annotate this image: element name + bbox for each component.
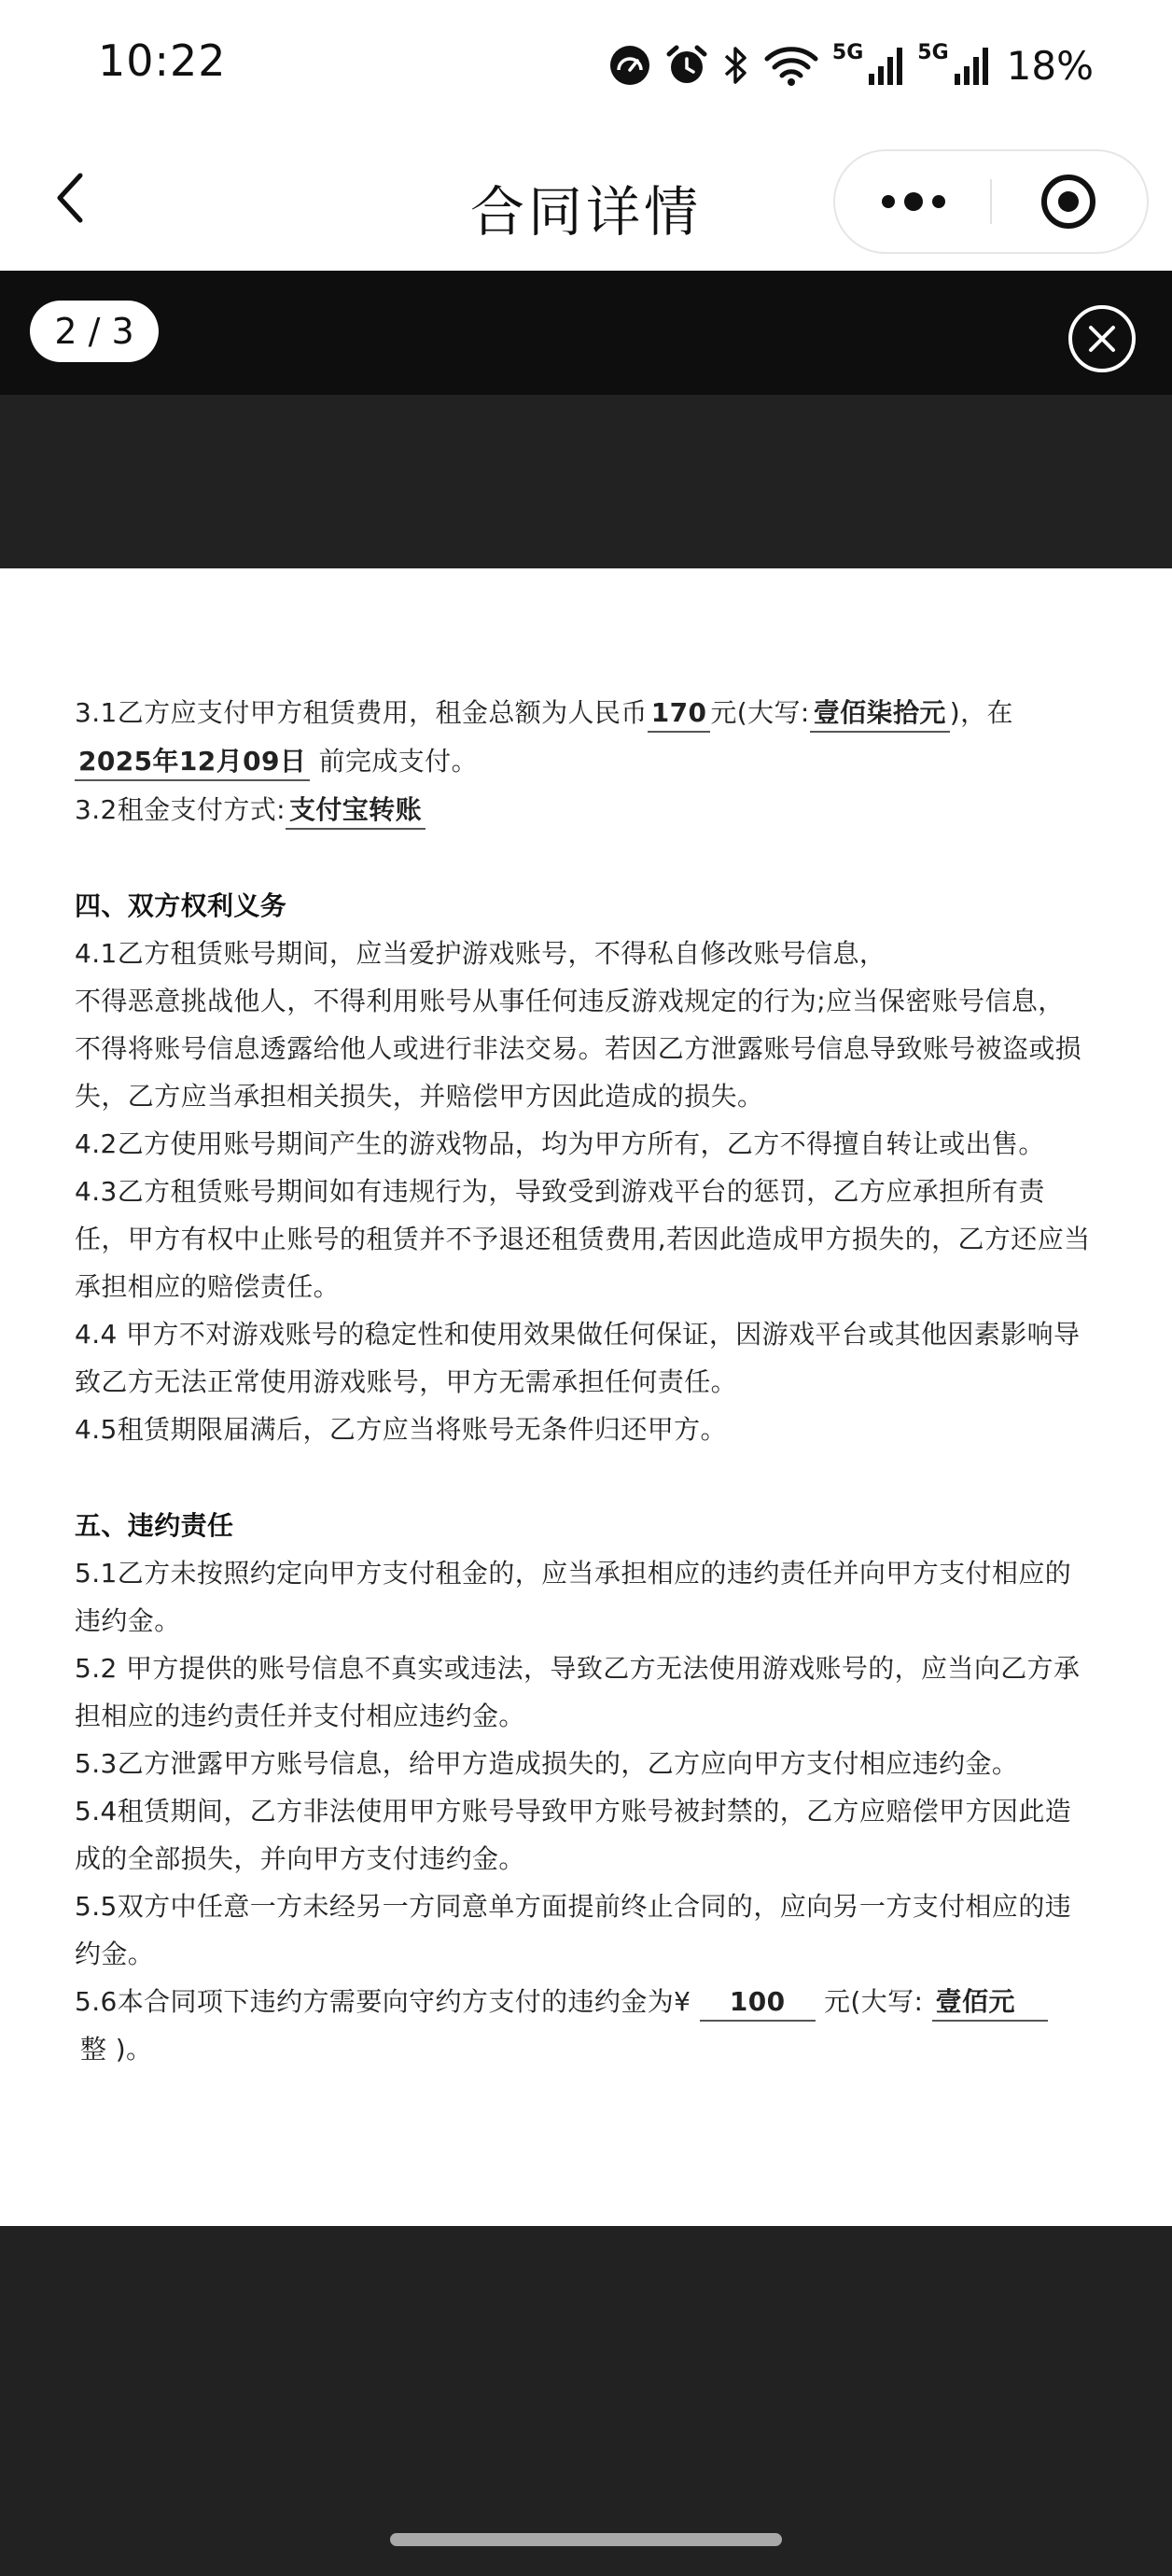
status-icons [608, 37, 1094, 93]
clause-4-1: 4.1乙方租赁账号期间，应当爱护游戏账号，不得私自修改账号信息， [75, 938, 886, 969]
signal-icon [953, 44, 990, 87]
alarm-icon [664, 43, 709, 88]
wifi-icon [763, 44, 819, 87]
viewer-close-button[interactable] [1068, 305, 1136, 372]
page-indicator: 2 / 3 [30, 301, 159, 362]
speedometer-icon [608, 44, 651, 87]
payment-method: 支付宝转账 [286, 792, 426, 830]
clause-4-1: 不得将账号信息透露给他人或进行非法交易。若因乙方泄露账号信息导致账号被盗或损 [75, 1033, 1082, 1064]
clause-5-5: 5.5双方中任意一方未经另一方同意单方面提前终止合同的，应向另一方支付相应的违 [75, 1891, 1072, 1922]
due-date: 2025年12月09日 [75, 744, 310, 781]
rent-amount-cn: 壹佰柒拾元 [810, 695, 950, 733]
clause-5-6-cont: 整 )。 [80, 2034, 153, 2065]
clause-5-1: 违约金。 [75, 1605, 181, 1636]
clause-text: 前完成支付。 [318, 746, 478, 777]
clause-3-1 [75, 694, 1013, 733]
contract-page [0, 568, 1172, 2226]
mini-program-capsule [833, 149, 1149, 254]
home-indicator[interactable] [390, 2533, 782, 2546]
clause-text: 5.6本合同项下违约方需要向守约方支付的违约金为¥ [75, 1986, 691, 2017]
network-label: 5G [831, 40, 864, 64]
clause-4-1: 失，乙方应当承担相关损失，并赔偿甲方因此造成的损失。 [75, 1081, 764, 1112]
clause-5-2: 担相应的违约责任并支付相应违约金。 [75, 1701, 525, 1731]
clause-text: 元(大写: [710, 697, 810, 728]
penalty-amount-cn: 壹佰元 [932, 1984, 1048, 2022]
clause-text: 3.2租金支付方式: [75, 794, 286, 825]
clause-4-1: 不得恶意挑战他人，不得利用账号从事任何违反游戏规定的行为;应当保密账号信息， [75, 986, 1065, 1016]
clause-5-6 [75, 1983, 1048, 2022]
status-time: 10:22 [98, 35, 227, 86]
close-circle-icon [1072, 309, 1132, 369]
network-label: 5G [917, 40, 949, 64]
clause-5-1: 5.1乙方未按照约定向甲方支付租金的，应当承担相应的违约责任并向甲方支付相应的 [75, 1558, 1072, 1589]
clause-5-5: 约金。 [75, 1939, 155, 1969]
target-icon [992, 151, 1147, 252]
clause-4-2: 4.2乙方使用账号期间产生的游戏物品，均为甲方所有，乙方不得擅自转让或出售。 [75, 1128, 1045, 1159]
rent-amount: 170 [648, 695, 711, 733]
viewer-backdrop-bottom [0, 2226, 1172, 2576]
clause-text: 元(大写: [823, 1986, 924, 2017]
section-heading-5: 五、违约责任 [75, 1510, 234, 1541]
battery-text: 18% [1006, 42, 1094, 89]
clause-5-3: 5.3乙方泄露甲方账号信息，给甲方造成损失的，乙方应向甲方支付相应违约金。 [75, 1748, 1019, 1779]
clause-text: 3.1乙方应支付甲方租赁费用，租金总额为人民币 [75, 697, 648, 728]
viewer-header [0, 271, 1172, 395]
clause-5-2: 5.2 甲方提供的账号信息不真实或违法，导致乙方无法使用游戏账号的，应当向乙方承 [75, 1653, 1081, 1684]
section-heading-4: 四、双方权利义务 [75, 890, 287, 921]
status-bar [0, 0, 1172, 131]
clause-5-4: 5.4租赁期间，乙方非法使用甲方账号导致甲方账号被封禁的，乙方应赔偿甲方因此造 [75, 1796, 1072, 1827]
clause-4-3: 任，甲方有权中止账号的租赁并不予退还租赁费用,若因此造成甲方损失的，乙方还应当 [75, 1224, 1091, 1254]
clause-3-2 [75, 791, 426, 830]
clause-4-4: 致乙方无法正常使用游戏账号，甲方无需承担任何责任。 [75, 1366, 738, 1397]
clause-text: )，在 [949, 697, 1013, 728]
bluetooth-icon [722, 44, 750, 87]
clause-5-4: 成的全部损失，并向甲方支付违约金。 [75, 1843, 525, 1874]
viewer-backdrop-top [0, 395, 1172, 568]
nav-bar [0, 131, 1172, 271]
page-title: 合同详情 [469, 180, 702, 244]
penalty-amount: 100 [700, 1984, 816, 2022]
signal-icon [867, 44, 904, 87]
clause-4-5: 4.5租赁期限届满后，乙方应当将账号无条件归还甲方。 [75, 1414, 727, 1445]
more-dots-icon [835, 151, 991, 252]
capsule-close-button[interactable] [992, 151, 1147, 252]
clause-3-1-cont [75, 743, 478, 781]
more-button[interactable] [835, 151, 991, 252]
clause-4-3: 4.3乙方租赁账号期间如有违规行为，导致受到游戏平台的惩罚，乙方应承担所有责 [75, 1176, 1045, 1207]
clause-4-4: 4.4 甲方不对游戏账号的稳定性和使用效果做任何保证，因游戏平台或其他因素影响导 [75, 1319, 1081, 1350]
clause-4-3: 承担相应的赔偿责任。 [75, 1271, 341, 1302]
